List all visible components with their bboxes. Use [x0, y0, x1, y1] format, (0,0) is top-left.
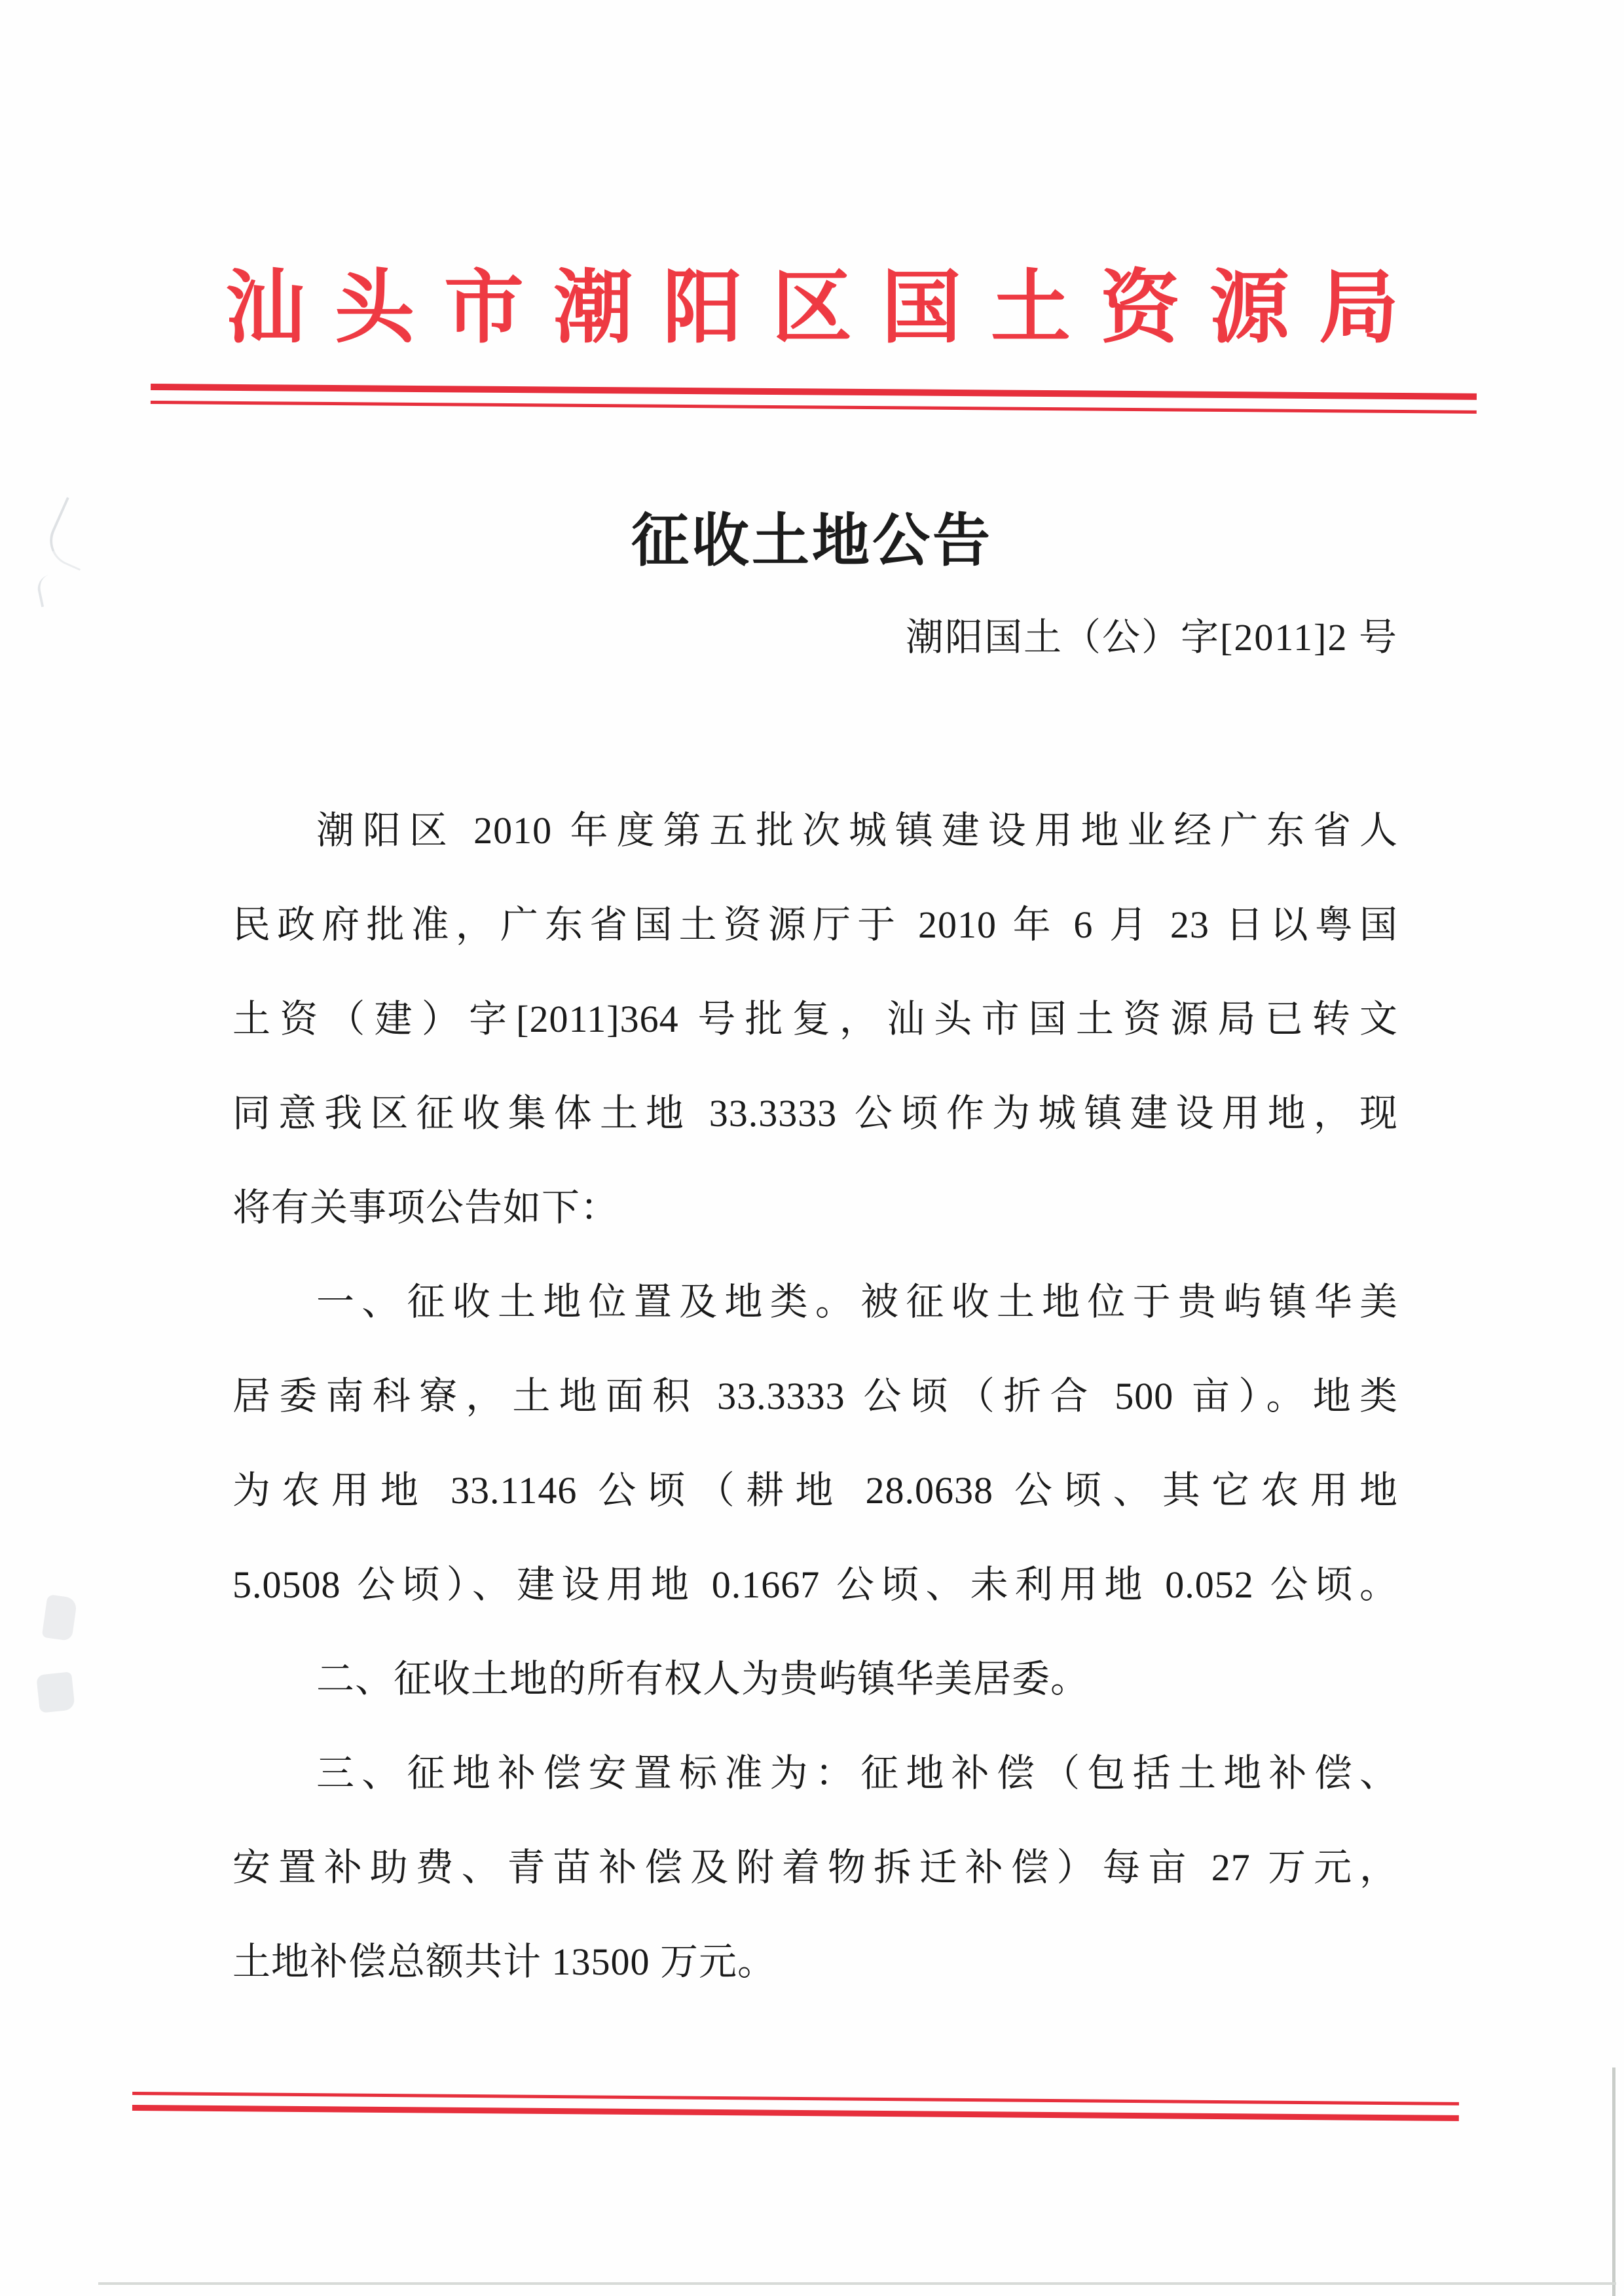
- body-line: 为农用地 33.1146 公顷（耕地 28.0638 公顷、其它农用地: [232, 1469, 1398, 1512]
- notice-body: [232, 784, 1398, 2009]
- scan-artifact: [35, 573, 66, 608]
- body-line: 民政府批准，广东省国土资源厅于 2010 年 6 月 23 日以粤国: [232, 903, 1398, 946]
- body-line: 三、征地补偿安置标准为：征地补偿（包括土地补偿、: [316, 1752, 1398, 1795]
- body-line: 安置补助费、青苗补偿及附着物拆迁补偿）每亩 27 万元，: [232, 1846, 1398, 1889]
- footer-divider: [132, 2092, 1459, 2121]
- page-edge-shadow: [98, 2282, 1616, 2285]
- page-edge-shadow: [1612, 2068, 1615, 2296]
- body-line: 一、征收土地位置及地类。被征收土地位于贵屿镇华美: [316, 1281, 1398, 1323]
- body-line: 土地补偿总额共计 13500 万元。: [232, 1941, 777, 1983]
- document-number: 潮阳国土（公）字[2011]2 号: [906, 616, 1398, 659]
- body-line: 5.0508 公顷）、建设用地 0.1667 公顷、未利用地 0.052 公顷。: [232, 1563, 1398, 1606]
- body-line: 二、征收土地的所有权人为贵屿镇华美居委。: [316, 1658, 1090, 1700]
- body-line: 同意我区征收集体土地 33.3333 公顷作为城镇建设用地，现: [232, 1092, 1398, 1135]
- divider-thin-line: [151, 401, 1477, 414]
- notice-title: 征收土地公告: [631, 508, 993, 573]
- divider-thin-line: [132, 2092, 1459, 2105]
- body-line: 土资（建）字[2011]364 号批复，汕头市国土资源局已转文: [232, 998, 1398, 1040]
- letterhead-divider: [151, 384, 1477, 414]
- body-line: 将有关事项公告如下：: [232, 1186, 619, 1229]
- body-line: 潮阳区 2010 年度第五批次城镇建设用地业经广东省人: [316, 809, 1398, 852]
- divider-thick-line: [132, 2105, 1459, 2121]
- body-line: 居委南科寮，土地面积 33.3333 公顷（折合 500 亩）。地类: [232, 1375, 1398, 1417]
- agency-letterhead: 汕头市潮阳区国土资源局: [225, 264, 1428, 353]
- scan-artifact: [36, 1671, 75, 1713]
- divider-thick-line: [151, 384, 1477, 400]
- scan-artifact: [42, 1594, 78, 1641]
